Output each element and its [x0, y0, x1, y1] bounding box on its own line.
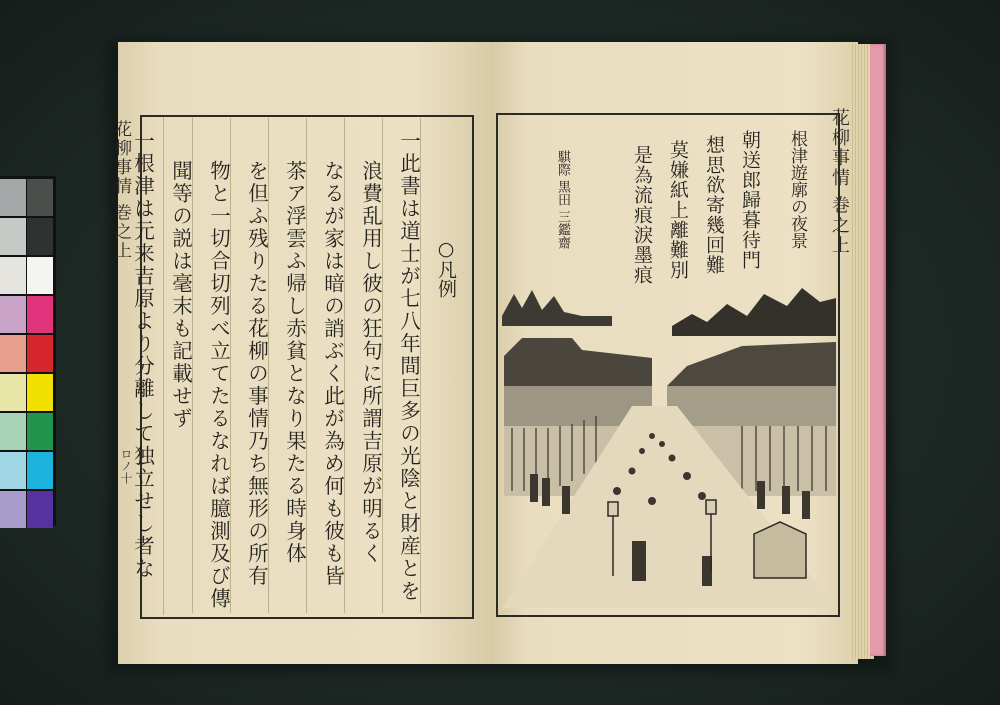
trees-left	[502, 290, 612, 326]
poem-line: 是為流痕淚墨痕	[631, 145, 653, 285]
color-patch	[0, 335, 26, 372]
column-rule	[268, 118, 269, 613]
color-patch	[27, 257, 53, 294]
color-patch	[0, 179, 26, 216]
illustration-caption: 根津遊廓の夜景	[787, 130, 807, 249]
cover-edge	[870, 44, 886, 656]
left-page-number: ロノ十	[119, 448, 133, 484]
side-rule	[163, 117, 164, 615]
building-right-roof	[667, 342, 836, 386]
right-side-title: 花柳事情 巻之上	[829, 108, 850, 256]
color-checker	[0, 176, 56, 526]
left-heading: ○凡例	[435, 238, 457, 298]
text-column: 一此書は道士が七八年間巨多の光陰と財産とを	[396, 130, 421, 603]
column-rule	[382, 118, 383, 613]
text-column: 聞等の説は毫末も記載せず	[168, 160, 193, 430]
color-patch	[27, 179, 53, 216]
left-side-title: 花柳事情 巻之上	[111, 120, 131, 261]
color-patch	[27, 413, 53, 450]
street-illustration	[502, 286, 836, 608]
text-column: を但ふ残りたる花柳の事情乃ち無形の所有	[244, 160, 269, 588]
column-rule	[306, 118, 307, 613]
column-rule	[420, 118, 421, 613]
color-patch	[0, 452, 26, 489]
color-patch	[0, 413, 26, 450]
column-rule	[230, 118, 231, 613]
poem-line: 莫嫌紙上離難別	[667, 140, 689, 280]
column-rule	[344, 118, 345, 613]
color-patch	[0, 296, 26, 333]
text-column: 物と一切合切列べ立てたるなれば臆測及び傳	[206, 160, 231, 610]
color-patch	[27, 218, 53, 255]
color-patch	[0, 257, 26, 294]
color-patch	[0, 374, 26, 411]
text-column: 浪費乱用し彼の狂句に所謂吉原が明るく	[358, 160, 383, 565]
color-patch	[27, 374, 53, 411]
color-patch	[27, 335, 53, 372]
color-patch	[0, 218, 26, 255]
color-patch	[27, 452, 53, 489]
color-patch	[27, 296, 53, 333]
color-patch	[0, 491, 26, 528]
guard-booth	[754, 522, 806, 578]
text-column: 茶ア浮雲ふ帰し赤貧となり果たる時身体	[282, 160, 307, 565]
trees-right	[672, 288, 836, 336]
text-column: なるが家は暗の誚ぶく此が為め何も彼も皆	[320, 160, 345, 588]
color-patch	[27, 491, 53, 528]
artist-signature: 騏際 黒田 三鑑齋	[555, 150, 570, 250]
poem-line: 朝送郎歸暮待門	[739, 130, 761, 270]
text-column: 一根津は元来吉原より分離して独立せし者な	[130, 130, 155, 580]
column-rule	[192, 118, 193, 613]
building-right	[667, 386, 836, 426]
poem-line: 想思欲寄幾回難	[703, 135, 725, 275]
